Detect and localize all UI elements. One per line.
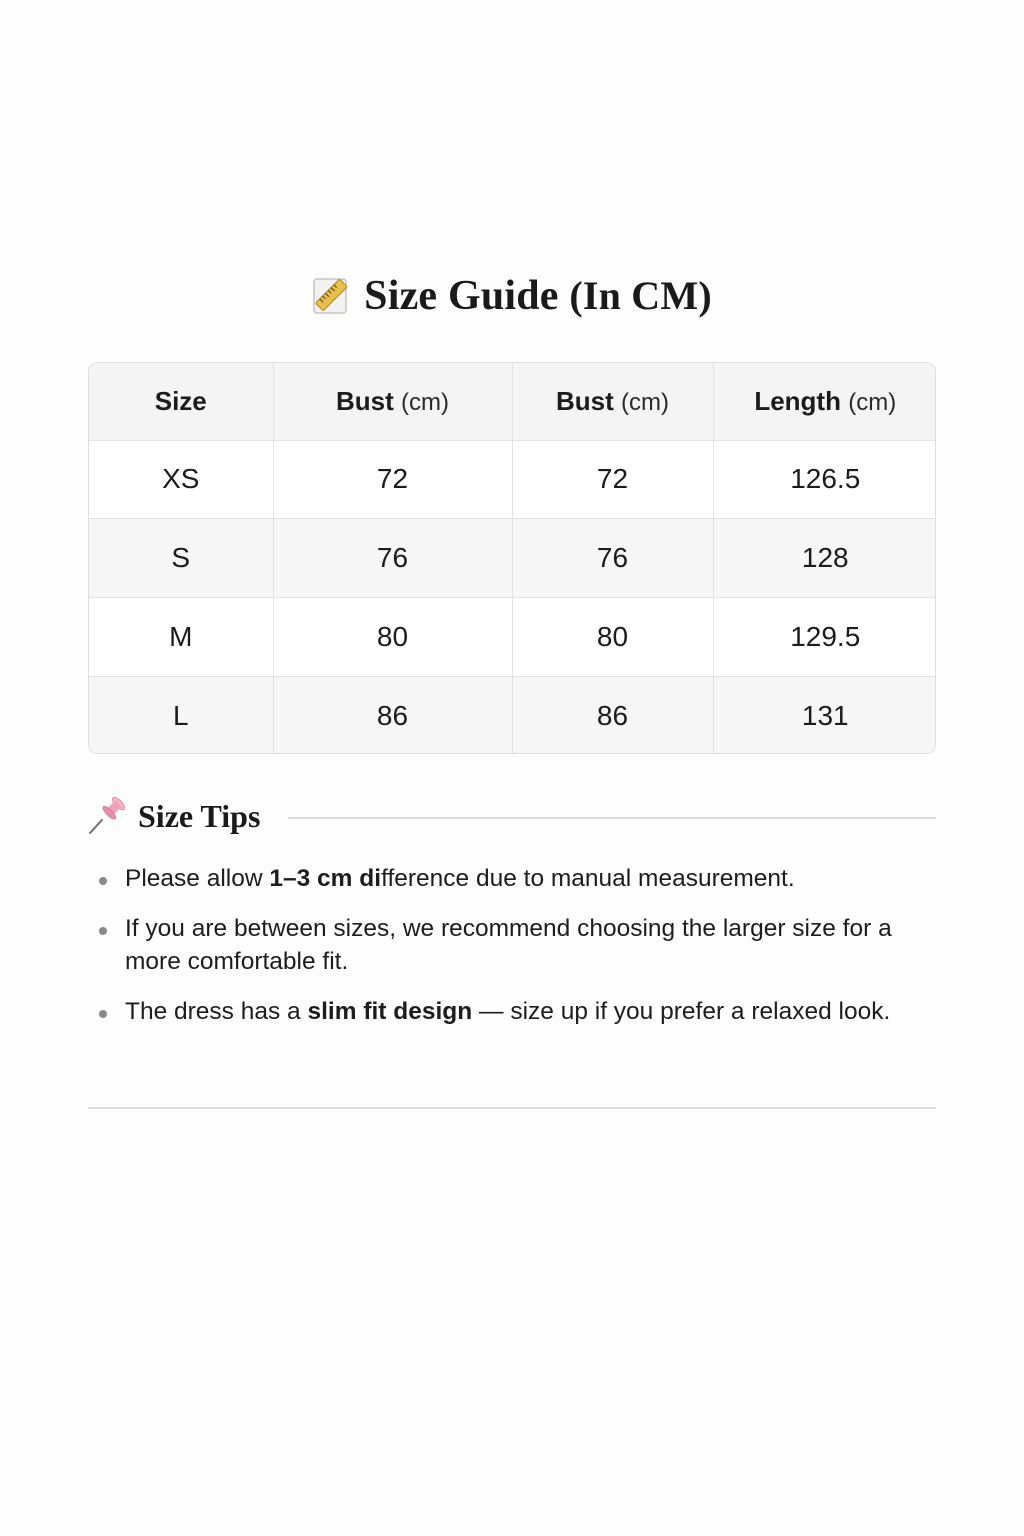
table-row: [89, 519, 936, 598]
column-header-bust: [273, 363, 512, 440]
column-label: Size: [154, 385, 207, 416]
column-unit: (cm): [401, 388, 449, 416]
list-item: [96, 995, 946, 1028]
length-cell: 126.5: [713, 440, 936, 519]
tip-text: Please allow: [125, 865, 270, 892]
bullet-icon: [99, 1010, 107, 1018]
tip-bold-text: slim fit design: [307, 998, 473, 1025]
tip-text: ference due to manual measurement.: [387, 865, 795, 892]
pushpin-icon: [86, 796, 126, 836]
ruler-icon: [312, 276, 350, 316]
bust-cell: 76: [273, 519, 512, 598]
tip-bold-text: di: [359, 865, 382, 892]
tip-bold-text: 1–3 cm: [269, 865, 353, 892]
title-unit: (In CM): [569, 273, 712, 318]
tip-text: The dress has a: [125, 998, 308, 1025]
bust-cell: 72: [273, 440, 512, 519]
size-table: [89, 363, 936, 754]
list-item: [96, 912, 946, 978]
title-main: Size Guide: [364, 273, 559, 319]
tip-text: f: [381, 865, 388, 892]
column-header-bust-2: [512, 363, 713, 440]
column-unit: (cm): [621, 388, 669, 416]
size-cell: L: [89, 676, 273, 754]
tip-text: If you are between sizes, we recommend choosing the larger size for a more comfortable fit.: [125, 915, 892, 975]
size-tips-header: [86, 796, 936, 836]
column-header-length: [713, 363, 936, 440]
tip-text: — size up if you prefer a relaxed look.: [472, 998, 891, 1025]
bullet-icon: [99, 927, 107, 935]
length-cell: 129.5: [713, 598, 936, 677]
size-cell: M: [89, 598, 273, 677]
bust-cell: 86: [512, 676, 713, 754]
length-cell: 128: [713, 519, 936, 598]
size-tips-title: Size Tips: [138, 797, 261, 834]
size-cell: S: [89, 519, 273, 598]
table-row: [89, 440, 936, 519]
list-item: [96, 862, 946, 895]
page-title: [364, 272, 712, 320]
table-header-row: [89, 363, 936, 440]
column-label: Bust: [336, 385, 394, 416]
column-unit: (cm): [848, 388, 897, 416]
size-cell: XS: [89, 440, 273, 519]
bullet-icon: [99, 877, 107, 885]
size-tips-list: [96, 862, 946, 1045]
bust-cell: 72: [512, 440, 713, 519]
table-row: [89, 598, 936, 677]
column-label: Length: [754, 385, 841, 416]
bust-cell: 86: [273, 676, 512, 754]
column-label: Bust: [556, 385, 614, 416]
size-table-container: [88, 362, 936, 754]
bust-cell: 76: [512, 519, 713, 598]
bust-cell: 80: [512, 598, 713, 677]
column-header-size: [89, 363, 273, 440]
bottom-divider: [88, 1107, 936, 1109]
page-title-row: [0, 272, 1024, 320]
table-row: [89, 676, 936, 754]
length-cell: 131: [801, 699, 849, 731]
divider: [288, 817, 936, 819]
bust-cell: 80: [273, 598, 512, 677]
